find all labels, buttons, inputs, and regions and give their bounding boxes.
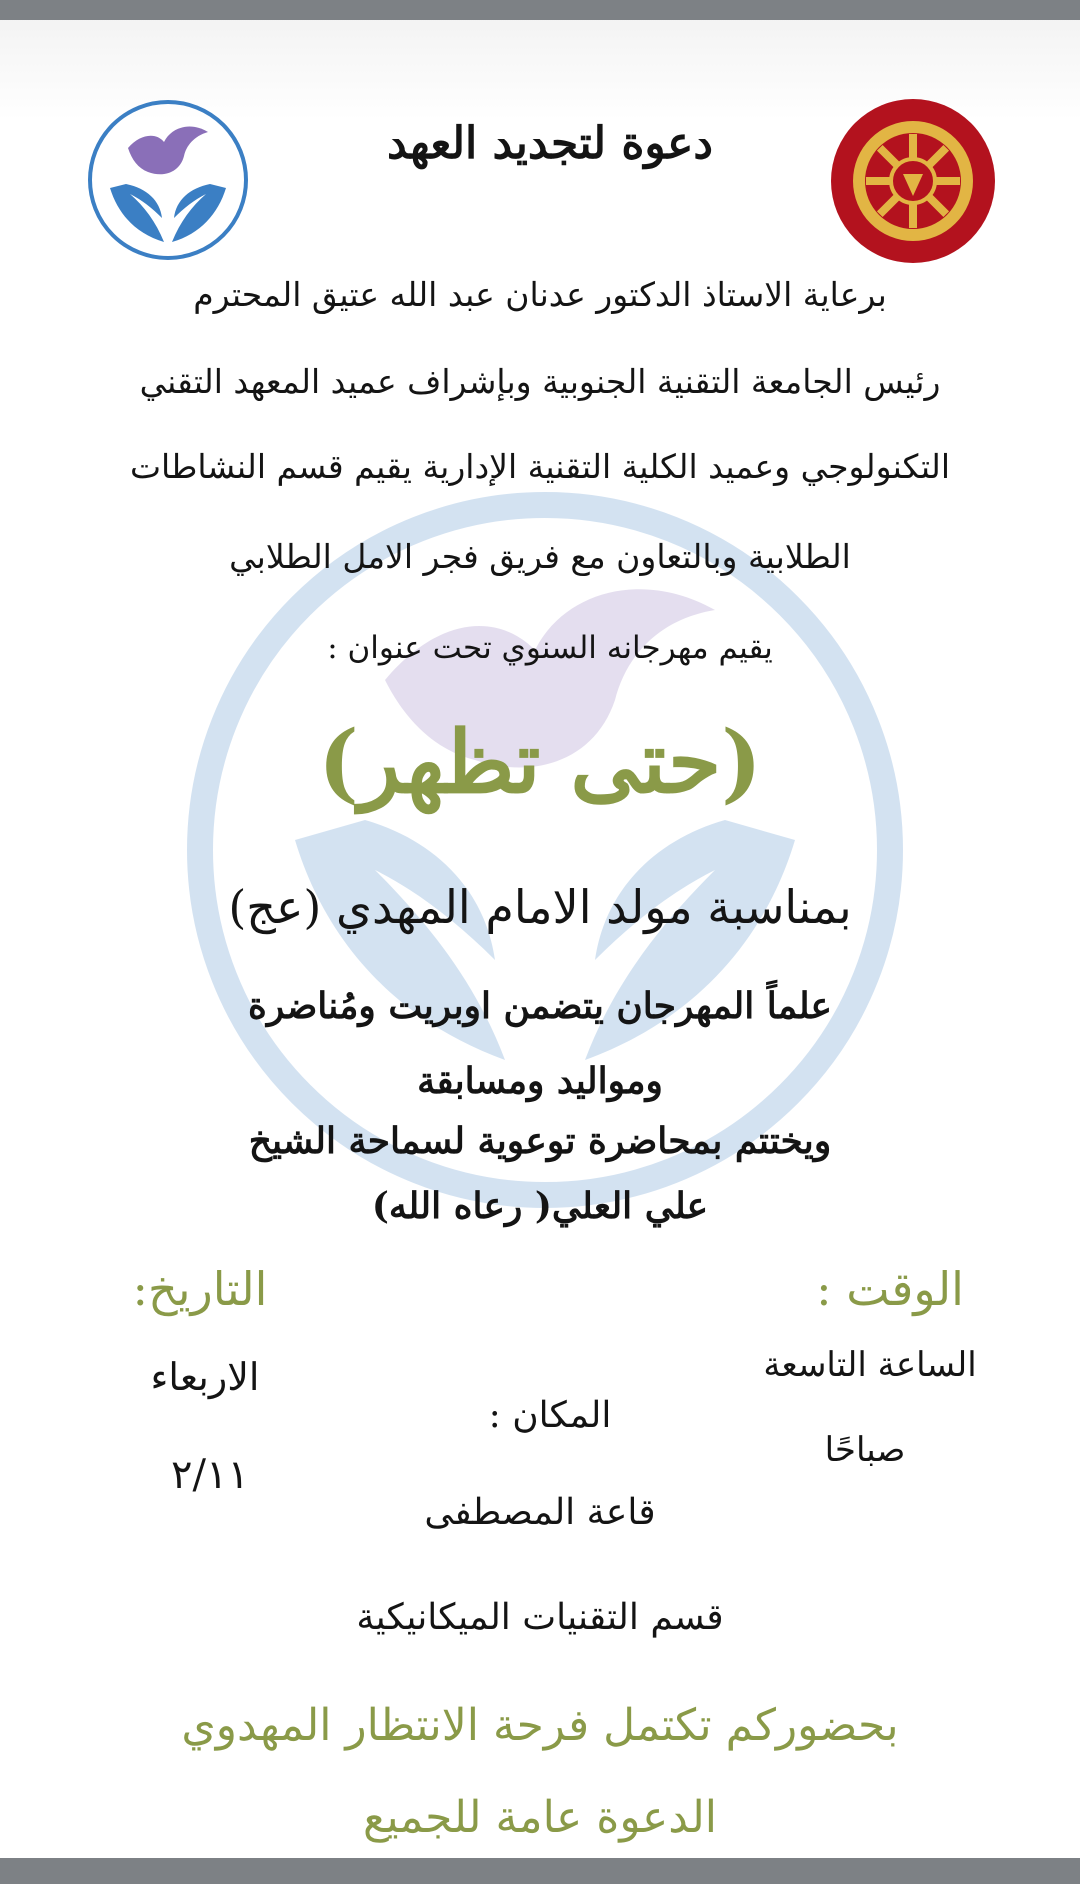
time-label: الوقت : xyxy=(816,1262,964,1316)
time-value-hour: الساعة التاسعة xyxy=(763,1345,977,1385)
note-line-3: ويختتم بمحاضرة توعوية لسماحة الشيخ xyxy=(248,1120,832,1162)
place-hall: قاعة المصطفى xyxy=(424,1492,656,1533)
date-day: الاربعاء xyxy=(150,1355,260,1399)
place-label: المكان : xyxy=(488,1395,612,1436)
university-seal-icon xyxy=(828,96,998,266)
intro-line-5: يقيم مهرجانه السنوي تحت عنوان : xyxy=(327,630,773,666)
date-label: التاريخ: xyxy=(132,1262,268,1316)
intro-line-2: رئيس الجامعة التقنية الجنوبية وبإشراف عميد المعهد التقني xyxy=(139,362,941,401)
closing-line-1: بحضوركم تكتمل فرحة الانتظار المهدوي xyxy=(181,1700,899,1751)
intro-line-3: التكنولوجي وعميد الكلية التقنية الإدارية يقيم قسم النشاطات xyxy=(129,447,951,486)
date-value: ٢/١١ xyxy=(171,1452,249,1498)
place-department: قسم التقنيات الميكانيكية xyxy=(356,1597,724,1638)
note-line-1: علماً المهرجان يتضمن اوبريت ومُناضرة xyxy=(248,985,832,1027)
top-status-bar xyxy=(0,0,1080,20)
closing-line-2: الدعوة عامة للجميع xyxy=(362,1792,718,1843)
time-value-period: صباحًا xyxy=(824,1430,906,1470)
occasion-line: بمناسبة مولد الامام المهدي (عج) xyxy=(228,880,852,934)
intro-line-4: الطلابية وبالتعاون مع فريق فجر الامل الطلابي xyxy=(229,537,851,576)
note-line-2: ومواليد ومسابقة xyxy=(417,1060,663,1102)
bottom-nav-bar xyxy=(0,1858,1080,1884)
note-line-4: علي العلي( رعاه الله) xyxy=(371,1185,709,1227)
festival-name: (حتى تظهر) xyxy=(318,712,762,813)
intro-line-1: برعاية الاستاذ الدكتور عدنان عبد الله عتيق المحترم xyxy=(193,275,887,314)
invitation-title: دعوة لتجديد العهد xyxy=(386,118,714,169)
dove-hands-logo-icon xyxy=(68,88,268,268)
